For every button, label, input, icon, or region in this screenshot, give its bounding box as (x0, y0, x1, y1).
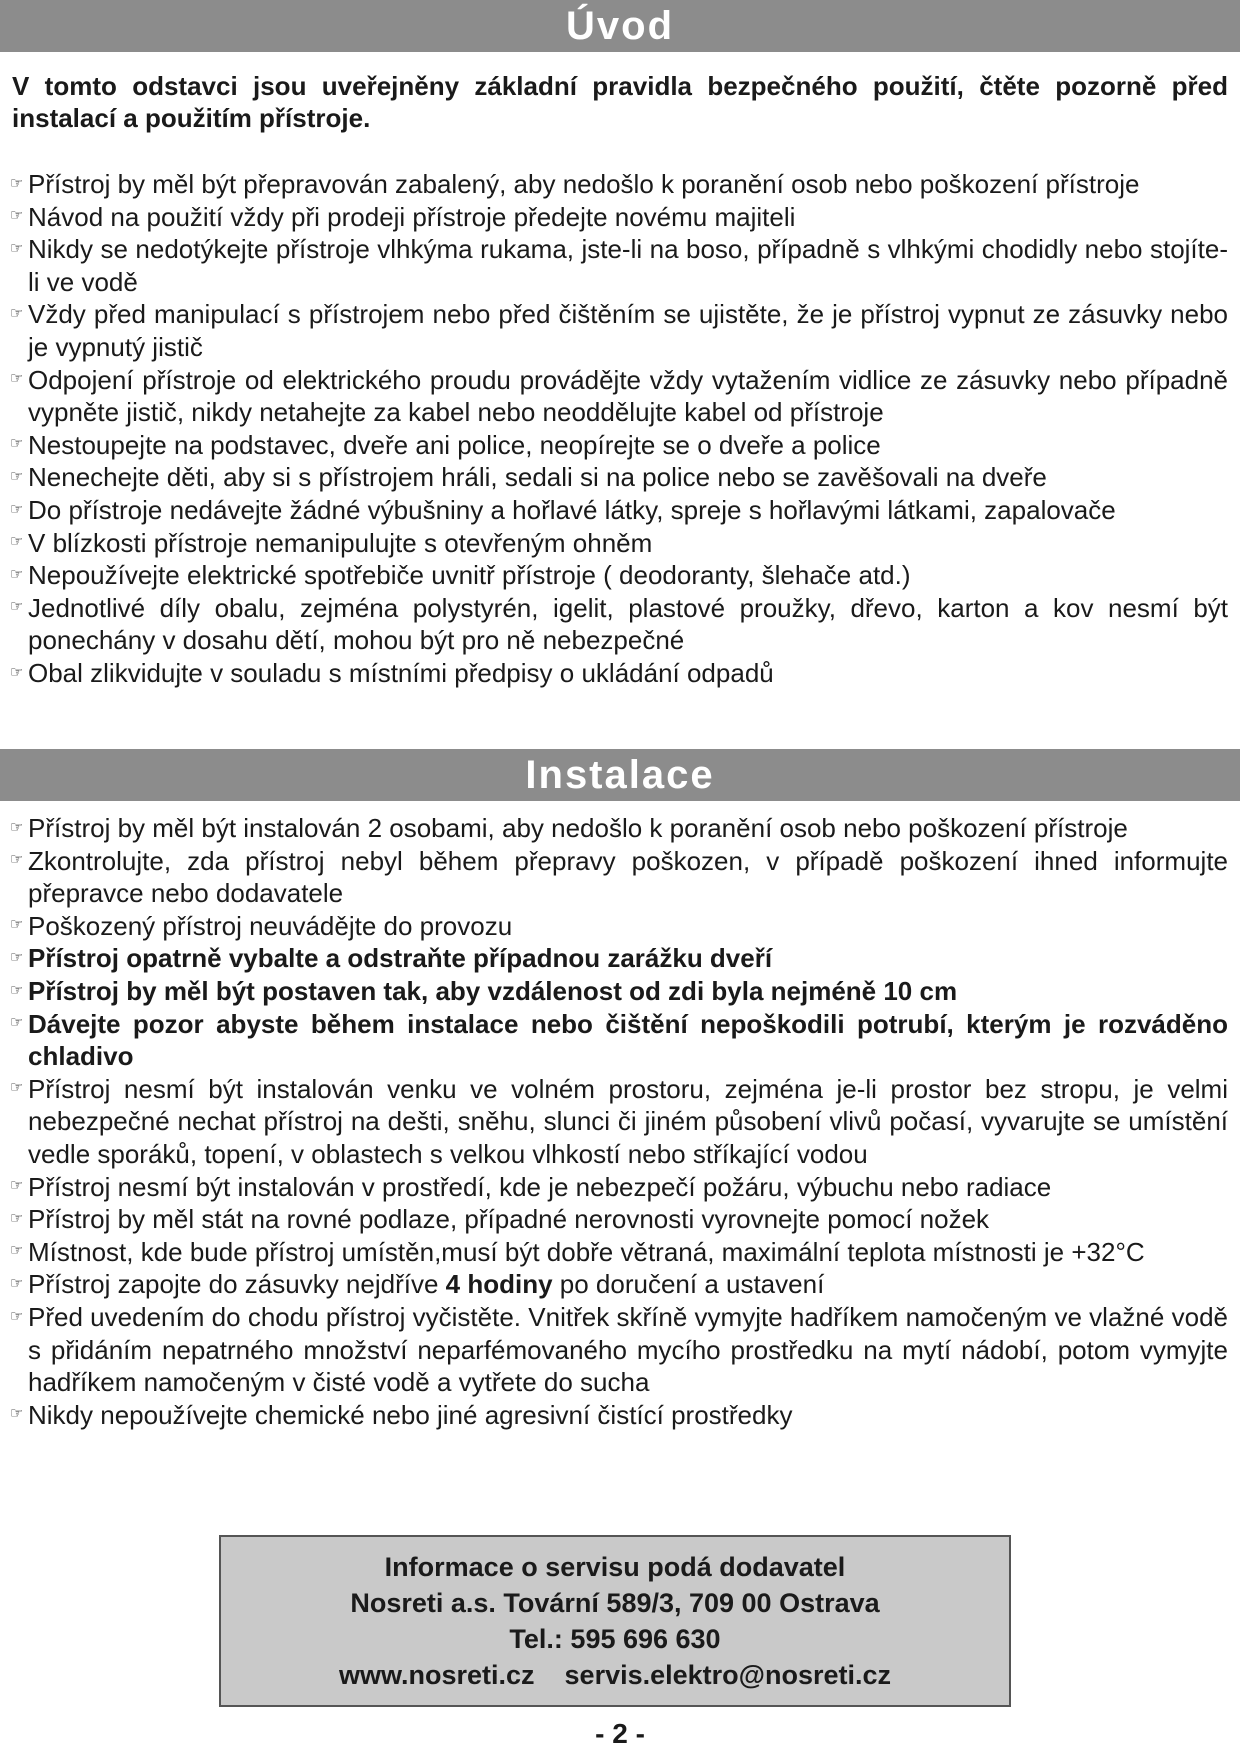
service-email-link[interactable]: servis.elektro@nosreti.cz (564, 1660, 892, 1690)
list-item: ☞ Nikdy nepoužívejte chemické nebo jiné agresivní čistící prostředky (10, 1399, 793, 1430)
pointing-hand-icon: ☞ (10, 174, 24, 192)
service-website-link[interactable]: www.nosreti.cz (338, 1660, 535, 1690)
list-item: ☞ Nepoužívejte elektrické spotřebiče uvnitř přístroje ( deodoranty, šlehače atd.) (10, 560, 911, 591)
service-address-line: Nosreti a.s. Tovární 589/3, 709 00 Ostrava (350, 1588, 880, 1618)
list-item: ☞ Přístroj by měl být postaven tak, aby vzdálenost od zdi byla nejméně 10 cm (10, 975, 958, 1006)
pointing-hand-icon: ☞ (10, 305, 24, 323)
list-item: ☞ Zkontrolujte, zda přístroj nebyl během přepravy poškozen, v případě poškození ihned informujte přepravce nebo dodavatele (10, 845, 1228, 909)
list-item: ☞ Přístroj nesmí být instalován v prostředí, kde je nebezpečí požáru, výbuchu nebo radiace (10, 1171, 1052, 1202)
pointing-hand-icon: ☞ (10, 1275, 24, 1293)
list-item: ☞ Nikdy se nedotýkejte přístroje vlhkýma rukama, jste-li na boso, případně s vlhkými chodidly nebo stojíte-li ve vodě (10, 234, 1228, 297)
list-item: ☞ Přístroj opatrně vybalte a odstraňte případnou zarážku dveří (10, 943, 773, 974)
service-supplier-line: Informace o servisu podá dodavatel (384, 1552, 846, 1582)
pointing-hand-icon: ☞ (10, 435, 24, 453)
list-item: ☞ Přístroj by měl být instalován 2 osobami, aby nedošlo k poranění osob nebo poškození přístroje (10, 813, 1128, 843)
pointing-hand-icon: ☞ (10, 598, 24, 616)
pointing-hand-icon: ☞ (10, 818, 24, 836)
pointing-hand-icon: ☞ (10, 1209, 24, 1227)
list-item: ☞ Do přístroje nedávejte žádné výbušniny a hořlavé látky, spreje s hořlavými látkami, zapalovače (10, 494, 1116, 525)
pointing-hand-icon: ☞ (10, 981, 24, 999)
safety-rules-list (12, 168, 1228, 690)
pointing-hand-icon: ☞ (10, 851, 24, 869)
list-item: ☞ Před uvedením do chodu přístroj vyčistěte. Vnitřek skříně vymyjte hadříkem namočeným ve vlažné vodě s přidáním nepatrného množství neparfémovaného mycího prostředku na mytí nádobí, potom vymyjte hadříkem namočeným v čisté vodě a vytřete do sucha (10, 1301, 1228, 1398)
list-item: ☞ Obal zlikvidujte v souladu s místními předpisy o ukládání odpadů (10, 657, 774, 688)
pointing-hand-icon: ☞ (10, 663, 24, 681)
list-item: ☞ V blízkosti přístroje nemanipulujte s otevřeným ohněm (10, 527, 653, 558)
list-item: ☞ Odpojení přístroje od elektrického proudu provádějte vždy vytažením vidlice ze zásuvky nebo případně vypněte jistič, nikdy netahejte za kabel nebo neoddělujte kabel od přístroje (10, 364, 1228, 428)
pointing-hand-icon: ☞ (10, 1177, 24, 1195)
list-item: ☞ Dávejte pozor abyste během instalace nebo čištění nepoškodili potrubí, kterým je rozváděno chladivo (10, 1008, 1228, 1072)
page-number: - 2 - (595, 1718, 645, 1749)
pointing-hand-icon: ☞ (10, 468, 24, 486)
list-item: ☞ Místnost, kde bude přístroj umístěn,musí být dobře větraná, maximální teplota místnosti je +32°C (10, 1236, 1145, 1267)
pointing-hand-icon: ☞ (10, 565, 24, 583)
pointing-hand-icon: ☞ (10, 207, 24, 225)
pointing-hand-icon: ☞ (10, 370, 24, 388)
pointing-hand-icon: ☞ (10, 916, 24, 934)
pointing-hand-icon: ☞ (10, 1307, 24, 1325)
list-item: ☞ Návod na použití vždy při prodeji přístroje předejte novému majiteli (10, 201, 796, 232)
pointing-hand-icon: ☞ (10, 1079, 24, 1097)
list-item: ☞ Jednotlivé díly obalu, zejména polystyrén, igelit, plastové proužky, dřevo, karton a kov nesmí být ponechány v dosahu dětí, mohou být pro ně nebezpečné (10, 592, 1228, 656)
list-item: ☞ Poškozený přístroj neuvádějte do provozu (10, 910, 513, 941)
list-item: ☞ Nestoupejte na podstavec, dveře ani police, neopírejte se o dveře a police (10, 429, 881, 460)
service-info-box (219, 1535, 1011, 1707)
service-contact-row (339, 1657, 891, 1693)
pointing-hand-icon: ☞ (10, 500, 24, 518)
pointing-hand-icon: ☞ (10, 1405, 24, 1423)
service-phone-line: Tel.: 595 696 630 (509, 1624, 721, 1654)
intro-lead-text: V tomto odstavci jsou uveřejněny základní pravidla bezpečného použití, čtěte pozorně před instalací a použitím přístroje. (12, 71, 1228, 133)
pointing-hand-icon: ☞ (10, 1242, 24, 1260)
list-item: ☞ Vždy před manipulací s přístrojem nebo před čištěním se ujistěte, že je přístroj vypnut ze zásuvky nebo je vypnutý jistič (10, 299, 1228, 362)
pointing-hand-icon: ☞ (10, 239, 24, 257)
list-item: ☞ Nenechejte děti, aby si s přístrojem hráli, sedali si na police nebo se zavěšovali na dveře (10, 462, 1047, 493)
list-item: ☞ Přístroj nesmí být instalován venku ve volném prostoru, zejména je-li prostor bez stropu, je velmi nebezpečné nechat přístroj na dešti, sněhu, slunci či jiném působení vlivů počasí, vyvarujte se umístění vedle sporáků, topení, v oblastech s velkou vlhkostí nebo stříkající vodou (10, 1073, 1228, 1169)
pointing-hand-icon: ☞ (10, 533, 24, 551)
list-item: ☞ Přístroj by měl být přepravován zabalený, aby nedošlo k poranění osob nebo poškození přístroje (10, 169, 1140, 199)
pointing-hand-icon: ☞ (10, 949, 24, 967)
section-title-uvod: Úvod (0, 0, 1240, 52)
pointing-hand-icon: ☞ (10, 1014, 24, 1032)
list-item: ☞ Přístroj zapojte do zásuvky nejdříve 4 hodiny po doručení a ustavení (10, 1269, 825, 1300)
list-item: ☞ Přístroj by měl stát na rovné podlaze, případné nerovnosti vyrovnejte pomocí nožek (10, 1204, 990, 1235)
installation-rules-list (12, 812, 1228, 1431)
section-title-instalace: Instalace (0, 749, 1240, 801)
